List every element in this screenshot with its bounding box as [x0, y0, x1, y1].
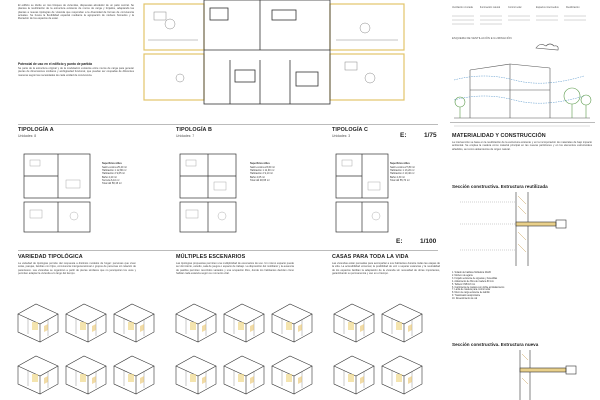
strategy-caption-1: Ventilación cruzada: [452, 6, 473, 9]
typology-b-title: TIPOLOGÍA B: [176, 127, 212, 133]
area-row: Habitación 2 9,10 m²: [250, 172, 274, 176]
area-row: Total útil 48,65 m²: [250, 178, 270, 182]
area-row: Baño 4,05 m²: [250, 175, 266, 179]
section-lifetime-title: CASAS PARA TODA LA VIDA: [332, 254, 409, 260]
divider-typologies: [18, 124, 438, 125]
area-row: Total útil 58,15 m²: [102, 182, 122, 186]
area-row: Habitación 1 11,90 m²: [250, 169, 275, 173]
area-row: Salón-cocina 25,40 m²: [102, 166, 128, 169]
plan-scale-e: E:: [400, 132, 407, 139]
legend-item: 5. Tablero OSB 18 mm: [452, 283, 476, 286]
typology-c-units: Unidades: 3: [332, 134, 351, 138]
ventilation-section-diagram: [450, 40, 595, 132]
intro-text-top: El edificio se divide en tres bloques de viviendas, dispuestas alrededor de un patio central. Se plantea la reutilización de la estructura existente de muros de carga y forjados, adaptando las plantas a nuevas tipologías de vivienda que respondan a la diversidad de formas de convivencia actuales. Se busca la flexibilidad espacial mediante la agrupación de núcleos húmedos y la liberación de los espacios de estar.: [18, 4, 134, 21]
typology-a-units: Unidades: 8: [18, 134, 37, 138]
strategy-caption-5: Reutilización: [566, 6, 580, 9]
divider-sections: [18, 250, 438, 251]
construction-legend: [452, 272, 504, 301]
legend-item: 7. Lama de madera para control solar: [452, 289, 491, 292]
plan-scale-ratio: 1/75: [424, 132, 437, 139]
typology-b-units: Unidades: 7: [176, 134, 195, 138]
legend-item: 8. Muro de carga existente de ladrillo: [452, 292, 490, 295]
legend-item: 10. Revestimiento de cal: [452, 298, 478, 301]
legend-item: 3. Forjado existente de viguetas y bovedillas: [452, 277, 498, 280]
materials-title: MATERIALIDAD Y CONSTRUCCIÓN: [452, 133, 546, 139]
typology-a-plan: [18, 140, 168, 235]
section-lifetime-text: Las viviendas están pensadas para acompañar a sus habitantes durante todas las etapas de la vida. La accesibilidad universal, la posibilidad de unir o separar estancias y la neutralidad de los espacios facilitan la adaptación de la vivienda sin necesidad de obras importantes, garantizando su permanencia y uso en el tiempo.: [332, 262, 440, 275]
legend-item: 6. Carpintería de madera con doble acristalamiento: [452, 286, 505, 289]
floor-plan-top: [140, 0, 410, 112]
typ-scale-ratio: 1/100: [420, 238, 437, 245]
section-variety-title: VARIEDAD TIPOLÓGICA: [18, 254, 83, 260]
diagram-label: ESQUEMA DE VENTILACIÓN E ILUMINACIÓN: [452, 36, 512, 40]
typology-b-plan: [176, 140, 326, 235]
area-row: Habitación 2 10,40 m²: [390, 172, 415, 176]
typology-b-areas: [250, 166, 275, 182]
strategy-caption-2: Iluminación natural: [480, 6, 501, 9]
typology-c-areas-title: Superficies útiles: [390, 162, 410, 165]
typ-scale-e: E:: [396, 238, 403, 245]
area-row: Baño 4,30 m²: [390, 175, 406, 179]
area-row: Terraza 6,10 m²: [102, 178, 120, 182]
axonometric-drawings: [10, 296, 450, 400]
area-row: Habitación 1 12,80 m²: [102, 169, 127, 173]
constructive-section-1: [460, 192, 590, 266]
section-scenarios-title: MÚLTIPLES ESCENARIOS: [176, 254, 246, 260]
area-row: Habitación 1 13,20 m²: [390, 169, 415, 173]
area-row: Total útil 55,70 m²: [390, 178, 410, 182]
section-scenarios-text: Las tipologías propuestas permiten una multiplicidad de escenarios de uso. Un mismo espacio puede ser dormitorio, estudio, sala de juegos o espacio de trabajo. La disposición del mobiliario y la ausencia de pasillos permiten recorridos variados y una ocupación libre, donde los habitantes deciden cómo habitar cada estancia según su momento vital.: [176, 262, 294, 275]
section1-title: Sección constructiva. Estructura reutilizada: [452, 184, 548, 189]
typology-a-title: TIPOLOGÍA A: [18, 127, 54, 133]
legend-item: 2. Mortero de agarre: [452, 274, 473, 277]
area-row: Salón-cocina 27,80 m²: [390, 166, 416, 169]
materials-text: La intervención se basa en la reutilización de la estructura existente y en la incorporación de materiales de bajo impacto ambiental. Se emplea la madera como material principal en las nuevas particiones y en los elementos estructurales añadidos, así como aislamientos de origen natural.: [452, 141, 592, 151]
area-row: Baño 4,20 m²: [102, 175, 118, 179]
typology-a-areas: [102, 166, 127, 185]
typology-c-plan: [332, 140, 442, 235]
typology-a-areas-title: Superficies útiles: [102, 162, 122, 165]
constructive-section-2: [460, 350, 590, 400]
typology-c-title: TIPOLOGÍA C: [332, 127, 368, 133]
legend-item: 1. Solado de baldosa hidráulica 20x20: [452, 272, 491, 274]
strategy-diagrams: [450, 12, 590, 32]
legend-item: 9. Trasdosado autoportante: [452, 295, 481, 298]
strategy-caption-3: Control solar: [508, 6, 522, 9]
legend-item: 4. Aislamiento de fibra de madera 60 mm: [452, 280, 494, 283]
section-variety-text: La variedad de tipologías permite dar respuesta a distintos modelos de hogar: personas que viven solas, parejas, familias con hijos, convivencia intergeneracional o grupos de personas sin relación de parentesco. Las viviendas se organizan a partir de piezas similares que no jerarquizan los usos y permiten adaptar la vivienda a lo largo del tiempo.: [18, 262, 136, 275]
typology-c-areas: [390, 166, 415, 182]
intro-text-bottom: Se parte de la estructura original y de la modulación existente entre muros de carga para generar piezas de dimensiones similares y ambigüedad funcional, que puedan ser ocupadas de diferentes maneras según las necesidades de cada unidad de convivencia.: [18, 67, 134, 77]
strategy-caption-4: Espacios intermedios: [536, 6, 559, 9]
divider-right: [450, 122, 595, 123]
area-row: Salón-cocina 23,60 m²: [250, 166, 276, 169]
area-row: Habitación 2 9,65 m²: [102, 172, 126, 176]
intro-heading: Potencial de uso en el edificio y punto de partida: [18, 62, 93, 66]
typology-b-areas-title: Superficies útiles: [250, 162, 270, 165]
section2-title: Sección constructiva. Estructura nueva: [452, 342, 539, 347]
